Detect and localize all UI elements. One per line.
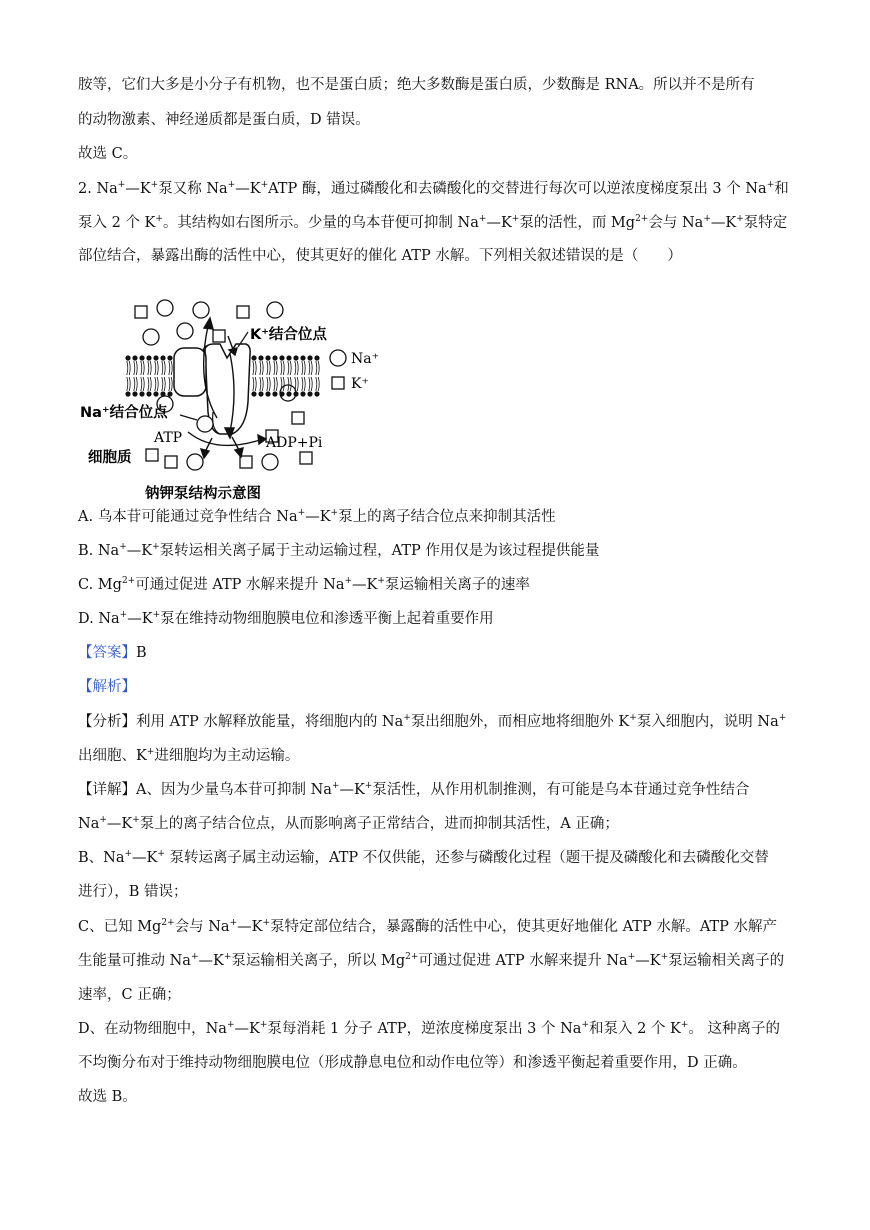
legend-na-label: Na⁺ (351, 351, 379, 367)
lipid-tail (129, 377, 130, 391)
lipid-head (265, 355, 270, 360)
text-line: 【分析】利用 ATP 水解释放能量，将细胞内的 Na+泵出细胞外，而相应地将细胞外 K+泵入细胞内，说明 Na+ (78, 713, 787, 730)
lipid-tail (255, 377, 256, 391)
lipid-tail (318, 361, 319, 375)
na-ion-circle (187, 454, 203, 470)
legend-k-square (332, 377, 344, 389)
lipid-tail (309, 361, 310, 375)
text-line: B、Na+—K+ 泵转运离子属主动运输，ATP 不仅供能，还参与磷酸化过程（题干提及磷酸化和去磷酸化交替 (78, 849, 769, 866)
lipid-head (300, 355, 305, 360)
lipid-head (307, 355, 312, 360)
lipid-head (146, 355, 151, 360)
legend-k-label: K⁺ (351, 376, 369, 392)
lipid-tail (157, 361, 158, 375)
lipid-head (146, 391, 151, 396)
k-ion-square (165, 456, 177, 468)
k-ion-square (146, 449, 158, 461)
legend-na-circle (330, 350, 346, 366)
lipid-tail (127, 361, 128, 375)
k-binding-site-label: K⁺结合位点 (250, 327, 327, 343)
k-ion-square (240, 456, 252, 468)
text-line: C、已知 $Mg^{2+}$会与 Na+—K+泵特定部位结合，暴露酶的活性中心，使其更好地催化 ATP 水解。ATP 水解产 (78, 918, 778, 935)
lipid-tail (164, 361, 165, 375)
lipid-tail (148, 377, 149, 391)
lipid-tail (129, 361, 130, 375)
lipid-head (125, 391, 130, 396)
na-site-pointer (180, 415, 197, 420)
lipid-tail (127, 377, 128, 391)
lipid-tail (141, 361, 142, 375)
text-line: 生能量可推动 Na+—K+泵运输相关离子，所以 $Mg^{2+}$可通过促进 ATP 水解来提升 Na+—K+泵运输相关离子的 (78, 952, 785, 969)
lipid-tail (290, 377, 291, 391)
lipid-tail (134, 377, 135, 391)
lipid-tail (136, 361, 137, 375)
k-ion-square (300, 452, 312, 464)
lipid-tail (148, 361, 149, 375)
lipid-head (265, 391, 270, 396)
lipid-tail (162, 377, 163, 391)
text-line: 【解析】 (78, 679, 136, 695)
lipid-head (251, 355, 256, 360)
lipid-tail (260, 361, 261, 375)
lipid-tail (276, 377, 277, 391)
sodium-potassium-pump-diagram (70, 292, 400, 507)
figure-caption: 钠钾泵结构示意图 (145, 486, 261, 502)
text-line: 的动物激素、神经递质都是蛋白质，D 错误。 (78, 112, 370, 128)
lipid-tail (311, 361, 312, 375)
lipid-tail (316, 377, 317, 391)
lipid-tail (304, 377, 305, 391)
na-ion-circle (177, 323, 193, 339)
lipid-tail (157, 377, 158, 391)
lipid-tail (155, 377, 156, 391)
lipid-tail (274, 361, 275, 375)
text-line: 出细胞、K+进细胞均为主动运输。 (78, 747, 300, 764)
text-line: D. Na+—K+泵在维持动物细胞膜电位和渗透平衡上起着重要作用 (78, 610, 494, 627)
k-ion-square (237, 306, 249, 318)
lipid-head (272, 391, 277, 396)
lipid-tail (283, 361, 284, 375)
lipid-tail (302, 361, 303, 375)
lipid-head (258, 391, 263, 396)
lipid-tail (297, 377, 298, 391)
na-binding-site-label: Na⁺结合位点 (80, 405, 168, 421)
lipid-tail (311, 377, 312, 391)
lipid-head (125, 355, 130, 360)
lipid-tail (171, 377, 172, 391)
lipid-head (300, 391, 305, 396)
lipid-tail (150, 361, 151, 375)
text-line: D、在动物细胞中，Na+—K+泵每消耗 1 分子 ATP，逆浓度梯度泵出 3 个 Na+和泵入 2 个 K+。 这种离子的 (78, 1020, 781, 1037)
lipid-tail (283, 377, 284, 391)
na-ion-circle (157, 300, 173, 316)
lipid-tail (143, 361, 144, 375)
lipid-head (279, 355, 284, 360)
lipid-head (167, 391, 172, 396)
lipid-tail (267, 377, 268, 391)
lipid-tail (267, 361, 268, 375)
lipid-head (286, 391, 291, 396)
lipid-tail (281, 361, 282, 375)
lipid-tail (318, 377, 319, 391)
k-ion-square (135, 306, 147, 318)
lipid-tail (260, 377, 261, 391)
lipid-head (251, 391, 256, 396)
lipid-tail (316, 361, 317, 375)
lipid-tail (162, 361, 163, 375)
text-line: 故选 C。 (78, 146, 138, 162)
atp-label: ATP (154, 430, 183, 446)
lipid-tail (297, 361, 298, 375)
lipid-head (314, 391, 319, 396)
lipid-tail (255, 361, 256, 375)
lipid-tail (253, 377, 254, 391)
k-ion-square (213, 330, 225, 342)
lipid-tail (141, 377, 142, 391)
text-line: 泵入 2 个 K+。其结构如右图所示。少量的乌本苷便可抑制 Na+—K+泵的活性，而 $Mg^{2+}$会与 Na+—K+泵特定 (78, 214, 788, 231)
cytoplasm-label: 细胞质 (88, 450, 132, 466)
lipid-tail (150, 377, 151, 391)
text-line: 进行），B 错误； (78, 884, 188, 900)
lipid-head (286, 355, 291, 360)
lipid-head (293, 355, 298, 360)
legend (330, 350, 379, 392)
lipid-head (160, 355, 165, 360)
lipid-tail (164, 377, 165, 391)
lipid-tail (290, 361, 291, 375)
lipid-tail (304, 361, 305, 375)
lipid-tail (134, 361, 135, 375)
text-line: B. Na+—K+泵转运相关离子属于主动运输过程，ATP 作用仅是为该过程提供能量 (78, 542, 600, 559)
lipid-tail (309, 377, 310, 391)
lipid-tail (143, 377, 144, 391)
lipid-head (139, 355, 144, 360)
lipid-head (153, 391, 158, 396)
text-line: 胺等，它们大多是小分子有机物，也不是蛋白质；绝大多数酶是蛋白质，少数酶是 RNA。所以并不是所有 (78, 77, 755, 93)
lipid-head (314, 355, 319, 360)
text-line: 不均衡分布对于维持动物细胞膜电位（形成静息电位和动作电位等）和渗透平衡起着重要作用，D 正确。 (78, 1055, 747, 1071)
lipid-tail (262, 377, 263, 391)
lipid-tail (269, 361, 270, 375)
lipid-tail (136, 377, 137, 391)
lipid-head (132, 355, 137, 360)
lipid-tail (171, 361, 172, 375)
adp-label: ADP+Pi (266, 435, 323, 451)
lipid-tail (155, 361, 156, 375)
na-ion-circle (267, 302, 283, 318)
na-ion-circle (143, 329, 159, 345)
membrane-protein-left (174, 348, 206, 396)
lipid-tail (295, 361, 296, 375)
lipid-head (258, 355, 263, 360)
na-ion-circle (193, 302, 209, 318)
lipid-tail (274, 377, 275, 391)
lipid-head (307, 391, 312, 396)
na-binding-site-circle (197, 416, 213, 432)
lipid-tail (262, 361, 263, 375)
lipid-tail (169, 377, 170, 391)
text-line: 【详解】A、因为少量乌本苷可抑制 Na+—K+泵活性，从作用机制推测，有可能是乌本苷通过竞争性结合 (78, 781, 750, 798)
lipid-tail (276, 361, 277, 375)
text-line: C. $Mg^{2+}$可通过促进 ATP 水解来提升 Na+—K+泵运输相关离子的速率 (78, 576, 530, 593)
lipid-tail (288, 377, 289, 391)
lipid-head (272, 355, 277, 360)
lipid-tail (269, 377, 270, 391)
text-line: 部位结合，暴露出酶的活性中心，使其更好的催化 ATP 水解。下列相关叙述错误的是（ ） (78, 248, 682, 264)
lipid-tail (288, 361, 289, 375)
lipid-head (153, 355, 158, 360)
lipid-head (132, 391, 137, 396)
text-line: 速率，C 正确； (78, 987, 181, 1003)
text-line: A. 乌本苷可能通过竞争性结合 Na+—K+泵上的离子结合位点来抑制其活性 (78, 508, 556, 525)
text-line: Na+—K+泵上的离子结合位点，从而影响离子正常结合，进而抑制其活性，A 正确； (78, 815, 619, 832)
lipid-tail (169, 361, 170, 375)
lipid-tail (302, 377, 303, 391)
text-line: 2. Na+—K+泵又称 Na+—K+ATP 酶，通过磷酸化和去磷酸化的交替进行每次可以逆浓度梯度泵出 3 个 Na+和 (78, 180, 789, 197)
k-ion-square (292, 412, 304, 424)
lipid-head (139, 391, 144, 396)
na-ion-circle (262, 454, 278, 470)
text-line: 故选 B。 (78, 1089, 137, 1105)
lipid-tail (253, 361, 254, 375)
text-line: 【答案】B (78, 645, 147, 661)
lipid-head (167, 355, 172, 360)
